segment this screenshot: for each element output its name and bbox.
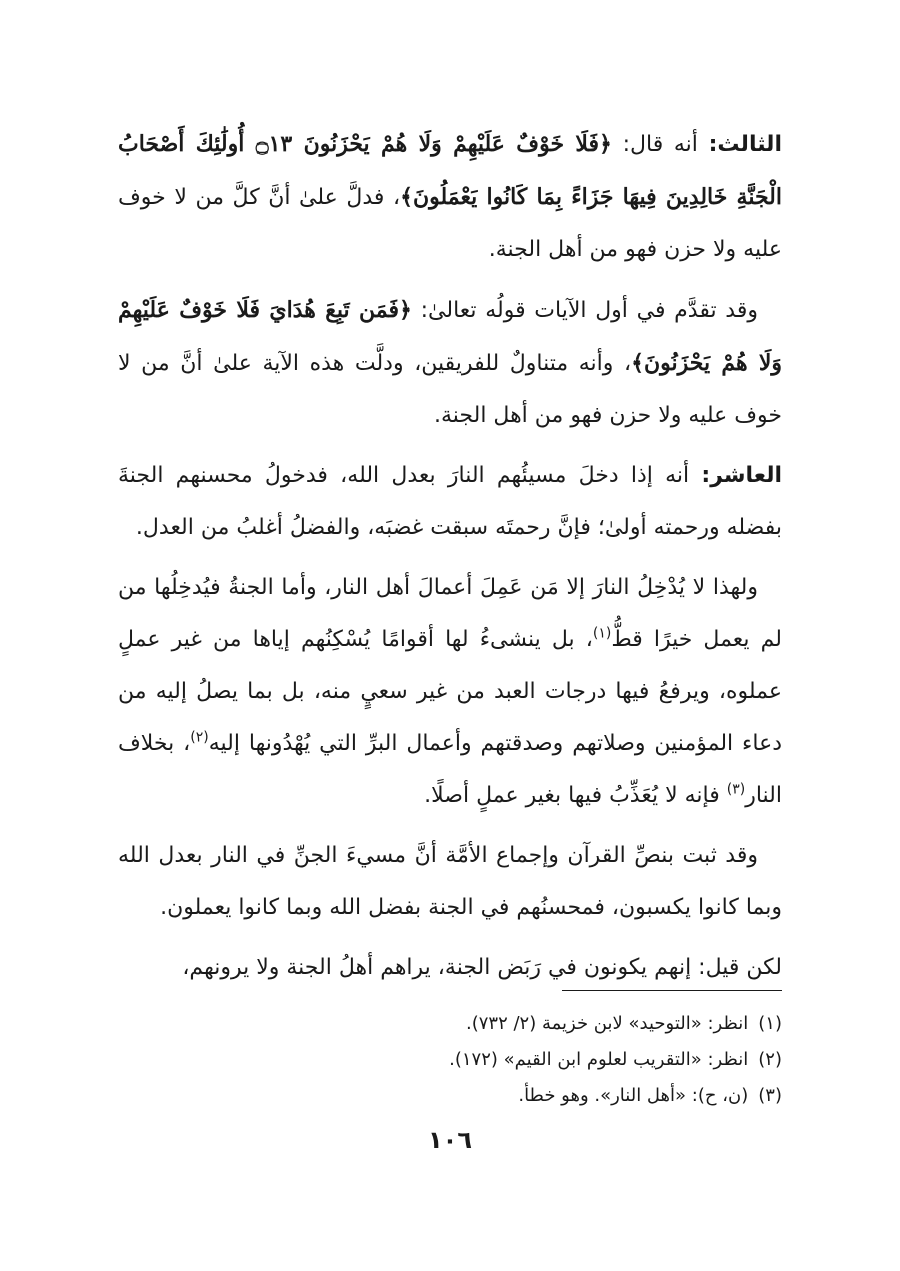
footnote-ref[interactable]: (١) xyxy=(592,625,612,642)
paragraph-text: ولهذا لا يُدْخِلُ النارَ إلا مَن عَمِلَ أعمالَ أهل النار، وأما الجنةُ فيُدخِلُها من لم يعمل خيرًا قطُّ xyxy=(118,575,782,652)
footnote-divider xyxy=(562,990,782,991)
paragraph-text: أنه قال: xyxy=(611,132,709,157)
footnote-item xyxy=(118,1006,782,1042)
quran-verse: ﴿فَمَن تَبِعَ هُدَايَ فَلَا خَوْفٌ عَلَيْهِمْ وَلَا هُمْ يَحْزَنُونَ﴾ xyxy=(118,297,782,376)
paragraph-earlier-verse xyxy=(118,284,782,442)
paragraph-rabad xyxy=(118,942,782,994)
footnote-text: انظر: «التقريب لعلوم ابن القيم» (١٧٢). xyxy=(449,1049,749,1070)
quran-verse: ﴿فَلَا خَوْفٌ عَلَيْهِمْ وَلَا هُمْ يَحْزَنُونَ ۝١٣ أُولَٰئِكَ أَصْحَابُ الْجَنَّةِ خَالِدِينَ فِيهَا جَزَاءً بِمَا كَانُوا يَعْمَلُونَ﴾ xyxy=(118,131,783,210)
footnote-item xyxy=(118,1042,782,1078)
paragraph-text: ، فدلَّ علىٰ أنَّ كلَّ من لا خوف عليه ولا حزن فهو من أهل الجنة. xyxy=(118,185,782,262)
book-page xyxy=(118,118,782,1218)
paragraph-text: ، وأنه متناولٌ للفريقين، ودلَّت هذه الآية علىٰ أنَّ من لا خوف عليه ولا حزن فهو من أهل الجنة. xyxy=(118,351,782,428)
point-label: العاشر: xyxy=(701,463,782,488)
main-text xyxy=(118,118,782,994)
paragraph-text: وقد تقدَّم في أول الآيات قولُه تعالىٰ: xyxy=(411,298,758,323)
footnote-number: (٣) xyxy=(758,1085,782,1106)
paragraph-text: لكن قيل: إنهم يكونون في رَبَض الجنة، يراهم أهلُ الجنة ولا يرونهم، xyxy=(182,955,782,980)
footnotes xyxy=(118,1006,782,1114)
footnote-ref[interactable]: (٣) xyxy=(726,781,746,798)
paragraph-third-point xyxy=(118,118,782,276)
point-label: الثالث: xyxy=(708,132,782,157)
paragraph-jinn xyxy=(118,830,782,934)
paragraph-text: أنه إذا دخلَ مسيئُهم النارَ بعدل الله، فدخولُ محسنهم الجنةَ بفضله ورحمته أولىٰ؛ فإنَّ رحمتَه سبقت غضبَه، والفضلُ أغلبُ من العدل. xyxy=(118,463,782,540)
paragraph-text: ، بل ينشىءُ لها أقوامًا يُسْكِنُهم إياها من غير عملٍ عملوه، ويرفعُ فيها درجات العبد من غير سعيٍ منه، بل بما يصلُ إليه من دعاء المؤمنين وصلاتهم وصدقتهم وأعمال البرِّ التي يُهْدُونها إليه xyxy=(118,627,782,756)
footnote-number: (٢) xyxy=(758,1049,782,1070)
page-number: ١٠٦ xyxy=(428,1126,472,1154)
footnote-text: (ن، ح): «أهل النار». وهو خطأ. xyxy=(518,1085,749,1106)
paragraph-text: ، بخلاف النار xyxy=(118,731,782,808)
footnote-text: انظر: «التوحيد» لابن خزيمة (٢/ ٧٣٢). xyxy=(465,1013,749,1034)
paragraph-text: وقد ثبت بنصِّ القرآن وإجماع الأمَّة أنَّ مسيءَ الجنِّ في النار بعدل الله وبما كانوا يكسبون، فمحسنُهم في الجنة بفضل الله وبما كانوا يعملون. xyxy=(118,843,782,920)
footnote-item xyxy=(118,1078,782,1114)
paragraph-tenth-point xyxy=(118,450,782,554)
footnote-ref[interactable]: (٢) xyxy=(190,729,209,746)
paragraph-text: فإنه لا يُعَذِّبُ فيها بغير عملٍ أصلًا. xyxy=(424,783,727,808)
footnote-number: (١) xyxy=(758,1013,782,1034)
paragraph-fire-and-paradise xyxy=(118,562,782,822)
